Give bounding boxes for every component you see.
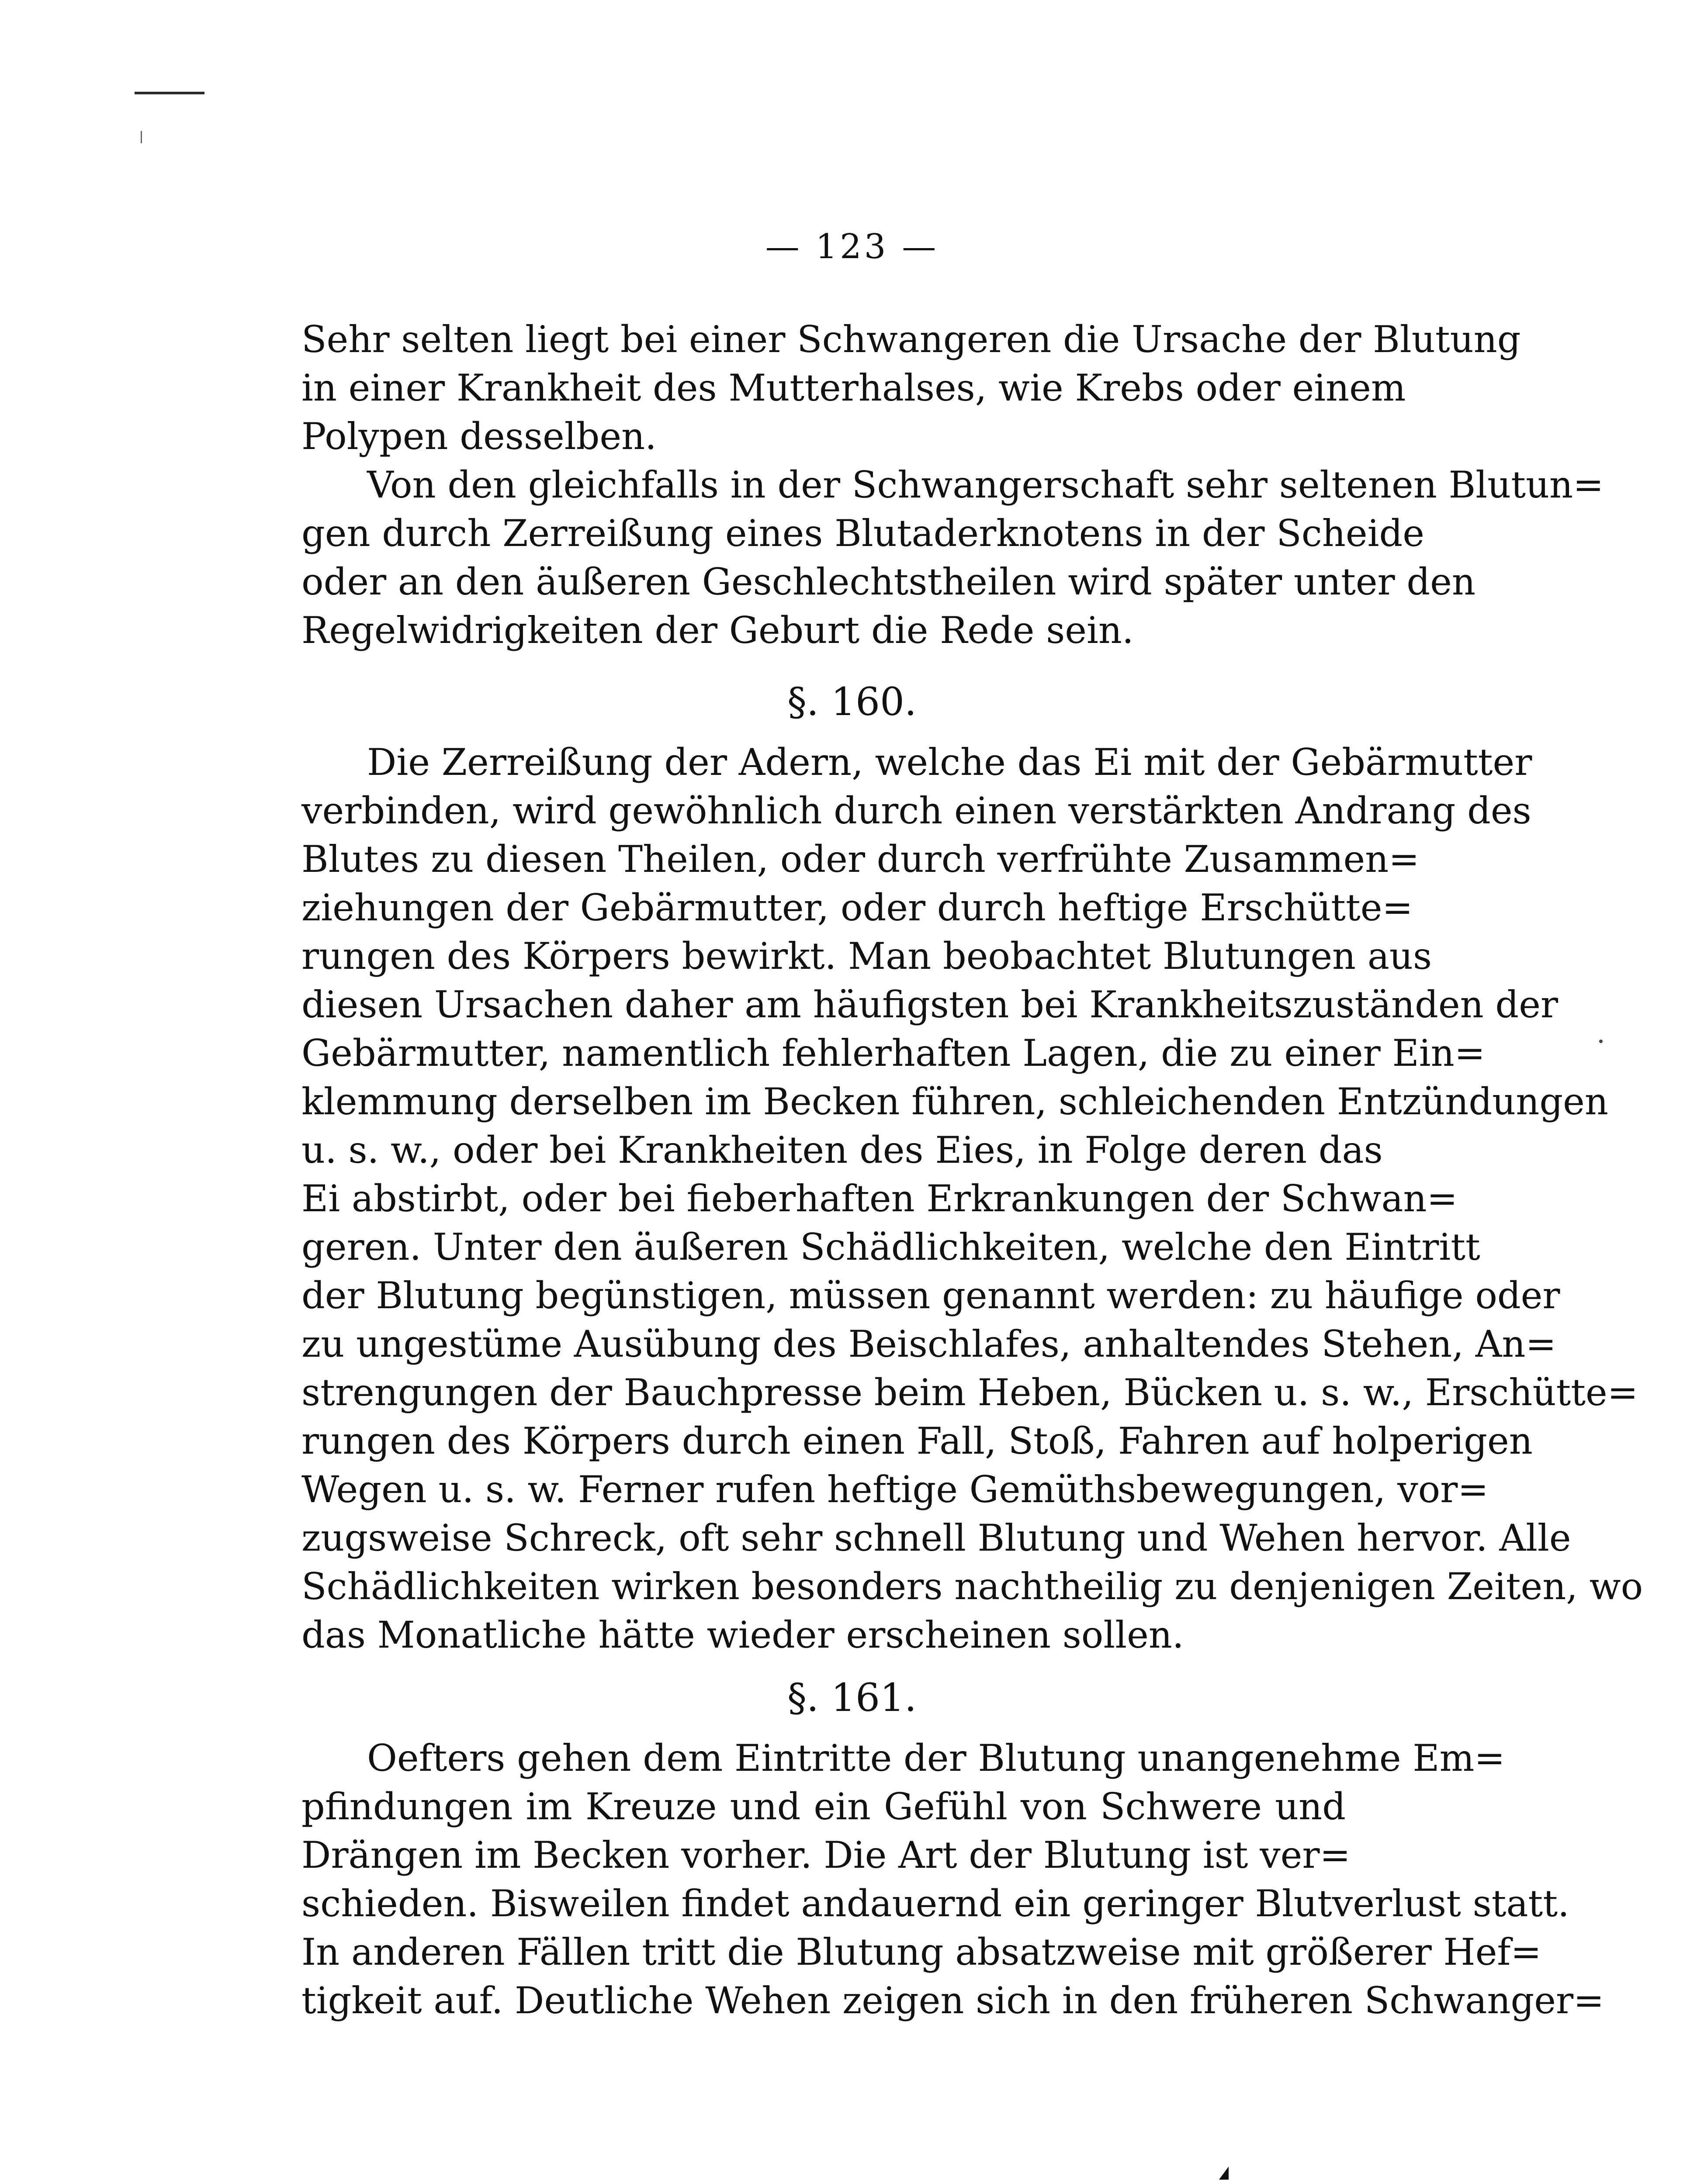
margin-speck [1599,1040,1603,1043]
intro-paragraphs [301,315,1604,655]
text-line: Blutes zu diesen Theilen, oder durch verfrühte Zusammen= [301,838,1420,881]
text-line: Gebärmutter, namentlich fehlerhaften Lagen, die zu einer Ein= [301,1032,1486,1075]
text-line: schieden. Bisweilen findet andauernd ein geringer Blutverlust statt. [301,1882,1569,1925]
text-line: Regelwidrigkeiten der Geburt die Rede sein. [301,609,1134,652]
text-line: Schädlichkeiten wirken besonders nachtheilig zu denjenigen Zeiten, wo [301,1565,1643,1608]
text-line: in einer Krankheit des Mutterhalses, wie Krebs oder einem [301,366,1406,409]
text-line: strengungen der Bauchpresse beim Heben, Bücken u. s. w., Erschütte= [301,1371,1638,1414]
text-line: rungen des Körpers bewirkt. Man beobachtet Blutungen aus [301,935,1432,978]
text-line: In anderen Fällen tritt die Blutung absatzweise mit größerer Hef= [301,1931,1541,1973]
text-line: das Monatliche hätte wieder erscheinen sollen. [301,1614,1184,1656]
section-heading-160: §. 160. [787,679,917,724]
text-line: Wegen u. s. w. Ferner rufen heftige Gemüthsbewegungen, vor= [301,1468,1489,1511]
corner-rule [135,92,204,94]
text-line: Ei abstirbt, oder bei fieberhaften Erkrankungen der Schwan= [301,1177,1458,1220]
section-heading-161: §. 161. [787,1675,917,1720]
text-line: rungen des Körpers durch einen Fall, Stoß, Fahren auf holperigen [301,1420,1533,1462]
text-line: zu ungestüme Ausübung des Beischlafes, anhaltendes Stehen, An= [301,1323,1556,1365]
printer-mark [1219,2167,1229,2180]
corner-tick-mark [141,131,142,143]
text-line: zugsweise Schreck, oft sehr schnell Blutung und Wehen hervor. Alle [301,1517,1571,1559]
section-161-body [301,1734,1604,2025]
text-line: ziehungen der Gebärmutter, oder durch heftige Erschütte= [301,886,1413,929]
text-line: verbinden, wird gewöhnlich durch einen verstärkten Andrang des [301,789,1531,832]
text-line: Von den gleichfalls in der Schwangerschaft sehr seltenen Blutun= [367,463,1604,506]
text-line: gen durch Zerreißung eines Blutaderknotens in der Scheide [301,512,1424,555]
text-line: Sehr selten liegt bei einer Schwangeren die Ursache der Blutung [301,318,1521,361]
text-line: Drängen im Becken vorher. Die Art der Blutung ist ver= [301,1834,1351,1876]
text-line: pfindungen im Kreuze und ein Gefühl von Schwere und [301,1785,1346,1828]
section-160-body [301,738,1643,1659]
text-line: geren. Unter den äußeren Schädlichkeiten, welche den Eintritt [301,1226,1480,1268]
text-line: der Blutung begünstigen, müssen genannt werden: zu häufige oder [301,1274,1560,1317]
text-line: oder an den äußeren Geschlechtstheilen wird später unter den [301,560,1475,603]
text-line: Oefters gehen dem Eintritte der Blutung unangenehme Em= [367,1737,1505,1780]
text-line: diesen Ursachen daher am häufigsten bei Krankheitszuständen der [301,983,1559,1026]
page-number: — 123 — [765,227,939,266]
text-line: u. s. w., oder bei Krankheiten des Eies, in Folge deren das [301,1129,1383,1171]
text-line: Polypen desselben. [301,415,657,458]
text-line: klemmung derselben im Becken führen, schleichenden Entzündungen [301,1080,1608,1123]
text-line: Die Zerreißung der Adern, welche das Ei mit der Gebärmutter [367,741,1532,784]
text-line: tigkeit auf. Deutliche Wehen zeigen sich in den früheren Schwanger= [301,1979,1604,2022]
